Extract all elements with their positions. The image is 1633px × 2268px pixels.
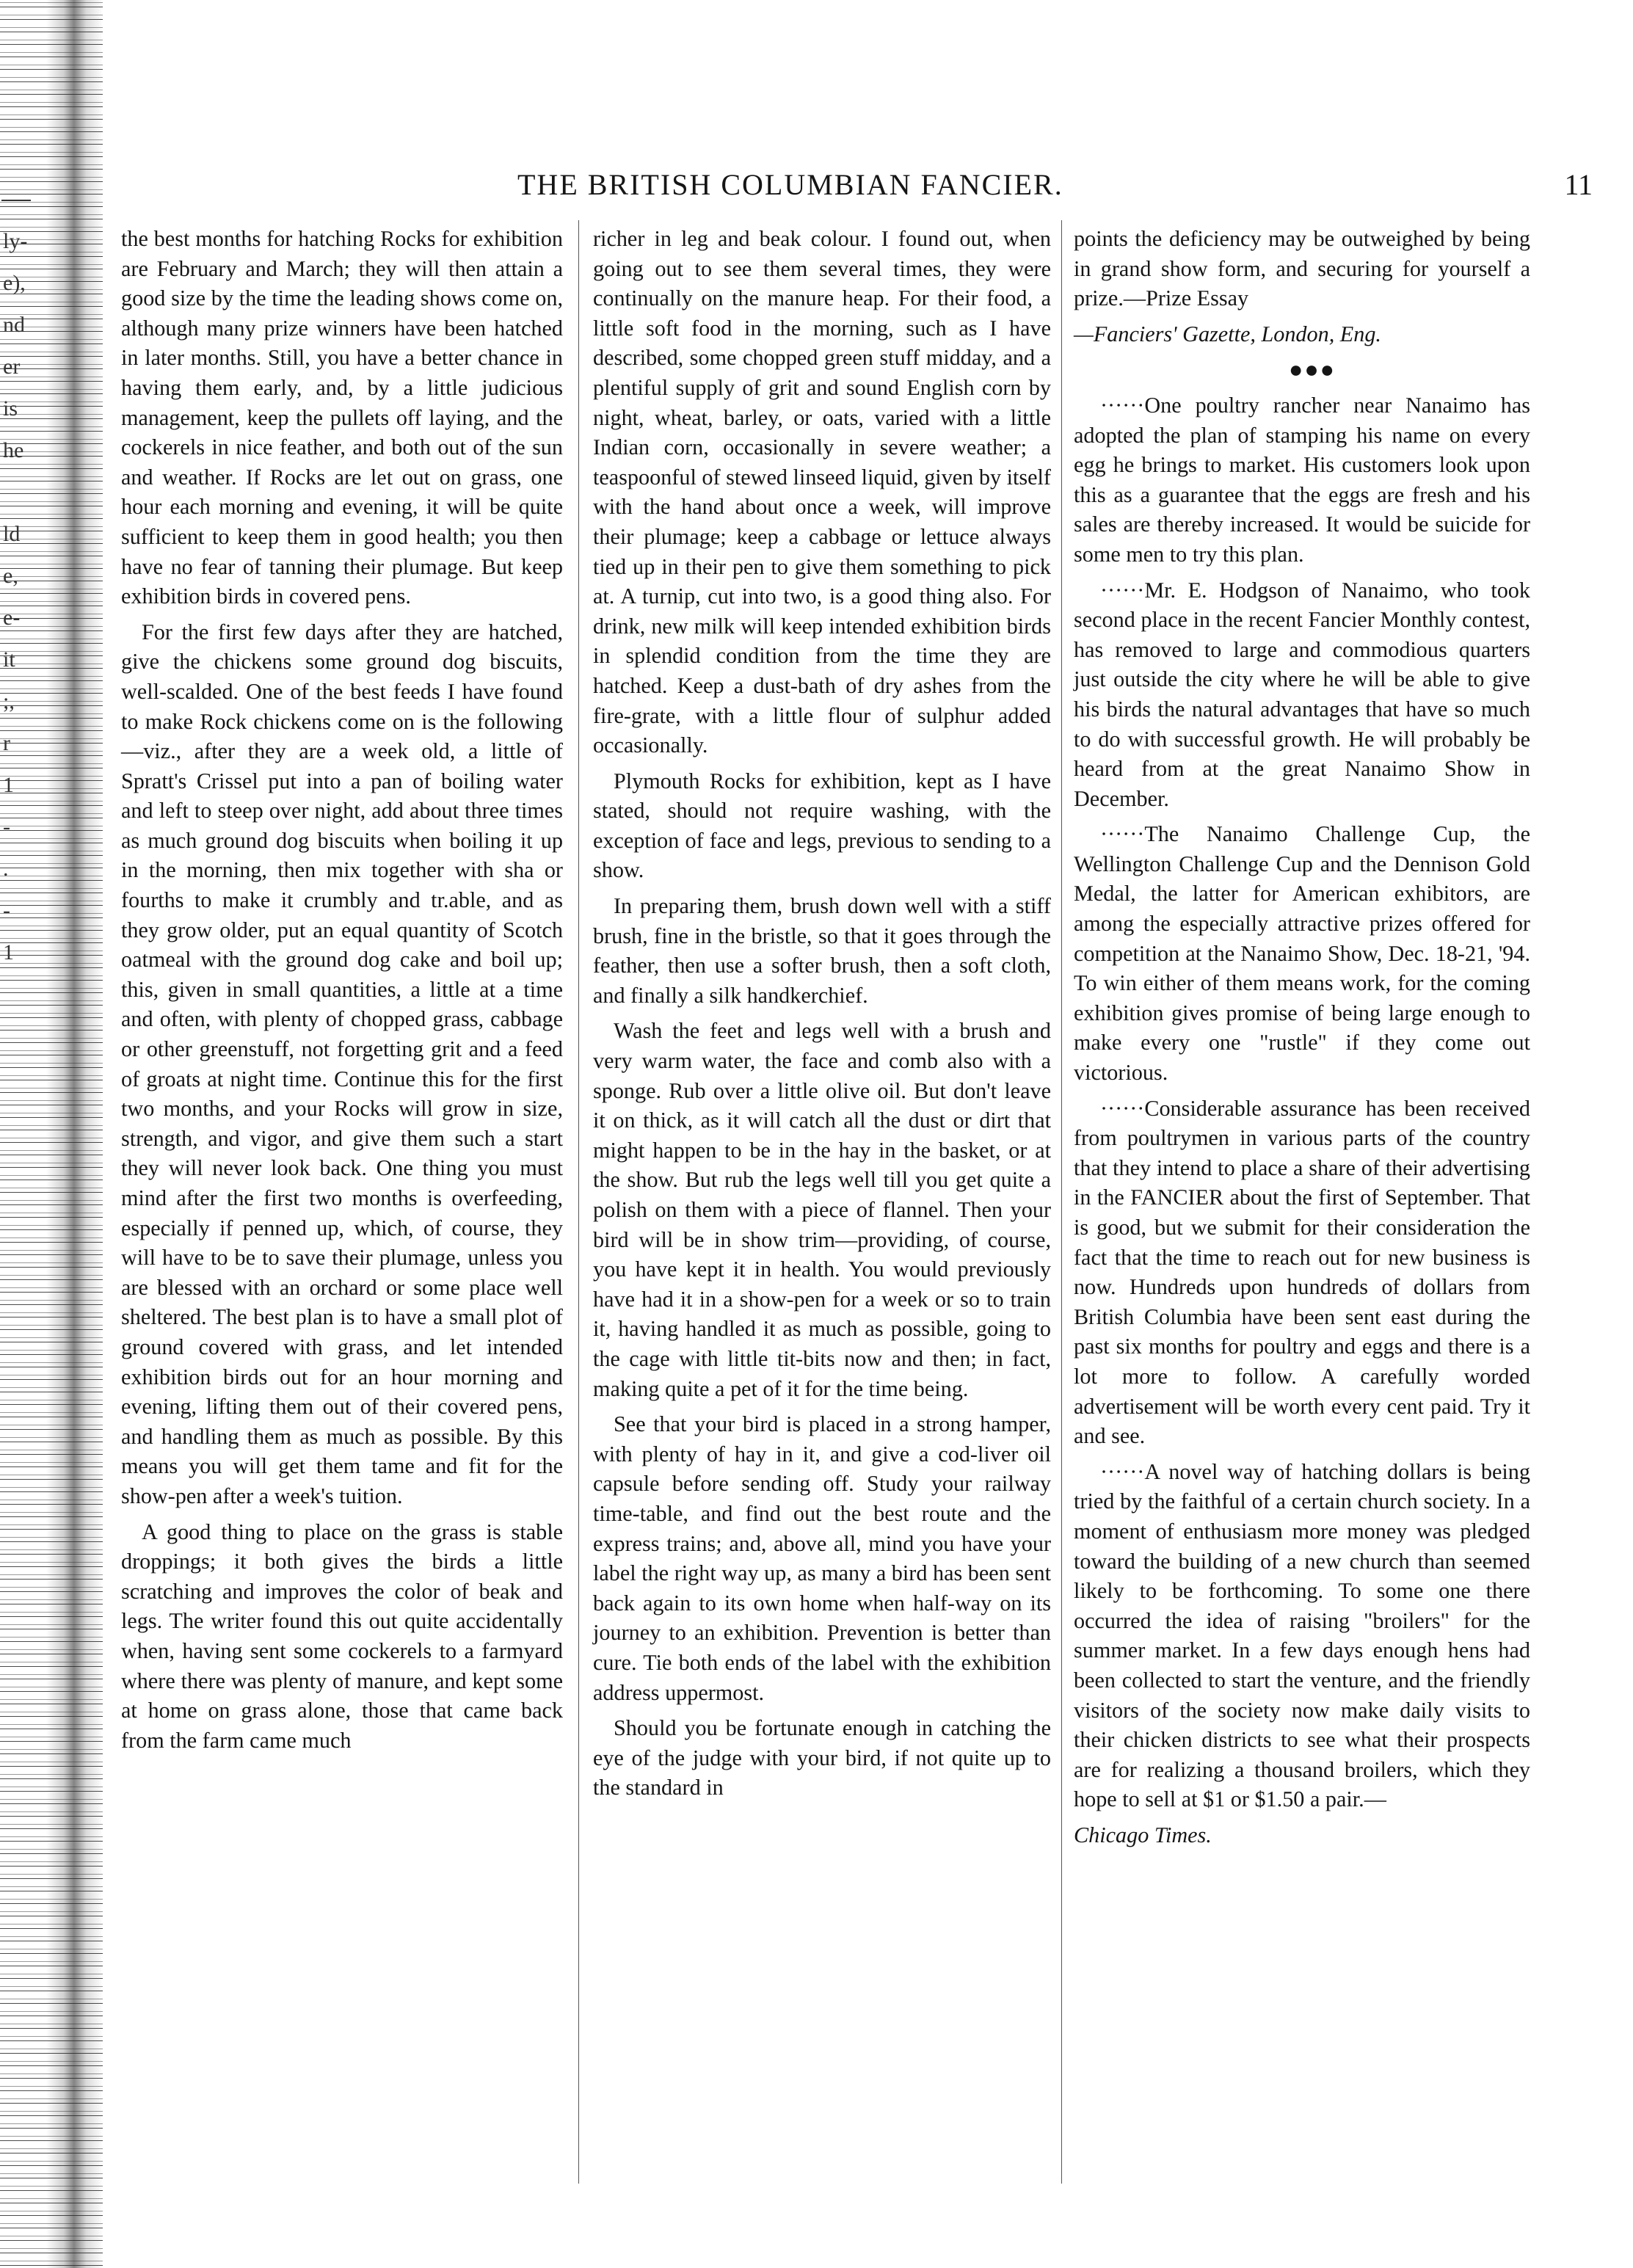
article-paragraph: For the first few days after they are hatched, give the chickens some ground dog biscuits, well-scalded. One of the best feeds I have found to make Rock chickens come on is the following—viz., after they are a week old, a little of Spratt's Crissel put into a pan of boiling water and left to steep over night, add about three times as much ground dog biscuits when boiling it up in the morning, then mix together with sha or fourths to make it crumbly and tr.able, and as they grow older, put an equal quantity of Scotch oatmeal with the ground dog cake and boil up; this, given in small quantities, a little at a time and often, with plenty of chopped grass, cabbage or other greenstuff, not forgetting grit and a feed of groats at night time. Continue this for the first two months, and your Rocks will grow in size, strength, and vigor, and give them such a start they will never look back. One thing you must mind after the first two months is overfeeding, especially if penned up, which, of course, they will have to be to save their plumage, unless you are blessed with an orchard or some place well sheltered. The best plan is to have a small plot of ground covered with grass, and let intended exhibition birds out for an hour morning and evening, lifting them out of their covered pens, and handling them as much as possible. By this means you will get them tame and fit for the show-pen after a week's tuition. [121, 619, 563, 1508]
continued-paragraph: points the deficiency may be outweighed by being in grand show form, and securing for yourself a prize.—Prize Essay [1074, 226, 1530, 311]
edge-fragment: ;, [3, 689, 15, 713]
continued-paragraph: richer in leg and beak colour. I found out, when going out to see them several times, they were continually on the manure heap. For their food, a little soft food in the morning, such as I have described, some chopped green stuff midday, and a plentiful supply of grit and sound English corn by night, wheat, barley, or oats, varied with a little Indian corn, occasionally in severe weather; a teaspoonful of stewed linseed liquid, given by itself with the hand about once a week, will improve their plumage; keep a cabbage or lettuce always tied up in their pen to give them something to pick at. A turnip, cut into two, is a good thing also. For drink, new milk will keep intended exhibition birds in splendid condition from the time they are hatched. Keep a dust-bath of dry ashes from the fire-grate, with a little flour of sulphur added occasionally. [593, 226, 1051, 758]
article-paragraph: In preparing them, brush down well with a stiff brush, fine in the bristle, so that it goes through the feather, then use a softer brush, then a soft cloth, and finally a silk handkerchief. [593, 893, 1051, 1008]
article-column-1 [121, 224, 563, 2257]
edge-fragment: er [3, 355, 21, 379]
page-header [128, 167, 1593, 214]
edge-fragment [3, 471, 29, 513]
news-item: ······Mr. E. Hodgson of Nanaimo, who took second place in the recent Fancier Monthly contest, has removed to large and commodious quarters just outside the city where he will be able to give his birds the natural advantages that have so much to do with successful growth. He will probably be heard from at the great Nanaimo Show in December. [1074, 577, 1530, 811]
edge-fragment: nd [3, 313, 25, 337]
page-number: 11 [1564, 168, 1593, 201]
edge-fragment: ld [3, 522, 21, 546]
article-paragraph: Wash the feet and legs well with a brush and very warm water, the face and comb also with a sponge. Rub over a little olive oil. But don't leave it on thick, as it will catch all the dust or dirt that might happen to be in the hay in the basket, or at the show. But rub the legs well till you get quite a polish on them with a piece of flannel. Then your bird will be in show trim—providing, of course, you have kept it in health. You would previously have had it in a show-pen for a week or so to train it, having handled it as much as possible, going to the cage with little tit-bits now and then; in fact, making quite a pet of it for the time being. [593, 1018, 1051, 1401]
section-ornament: ●●● [1289, 356, 1336, 383]
article-paragraph: Should you be fortunate enough in catching the eye of the judge with your bird, if not quite up to the standard in [593, 1715, 1051, 1800]
column-divider [578, 220, 579, 2184]
edge-fragment: . [3, 857, 9, 881]
edge-fragment: e), [3, 271, 26, 295]
edge-fragment: - [3, 898, 10, 923]
edge-fragment: ly- [3, 229, 28, 253]
edge-fragment: e, [3, 564, 18, 588]
edge-rule [1, 200, 31, 201]
article-column-3 [1074, 224, 1530, 2257]
column-divider [1061, 220, 1062, 2184]
edge-fragment: he [3, 438, 24, 462]
publication-title: THE BRITISH COLUMBIAN FANCIER. [517, 168, 1063, 201]
article-paragraph: See that your bird is placed in a strong hamper, with plenty of hay in it, and give a cod-liver oil capsule before sending off. Study your railway time-table, and find out the best route and the express trains; and, above all, mind you have your label the right way up, as many a bird has been sent back again to its own home when half-way on its journey to an exhibition. Prevention is better than cure. Tie both ends of the label with the exhibition address uppermost. [593, 1411, 1051, 1705]
news-item: ······One poultry rancher near Nanaimo has adopted the plan of stamping his name on every egg he brings to market. His customers look upon this as a guarantee that the eggs are fresh and his sales are thereby increased. It would be suicide for some men to try this plan. [1074, 392, 1530, 567]
source-credit: Chicago Times. [1074, 1822, 1212, 1847]
adjacent-page-fragments [3, 220, 29, 973]
news-item: ······A novel way of hatching dollars is being tried by the faithful of a certain church society. In a moment of enthusiasm more money was pledged toward the building of a new church than seemed likely to be forthcoming. To some one there occurred the idea of raising "broilers" for the summer market. In a few days enough hens had been collected to start the venture, and the friendly visitors of the society now make daily visits to their chicken districts to see what their prospects are for realizing a thousand broilers, which they hope to sell at $1 or $1.50 a pair.— [1074, 1458, 1530, 1812]
article-column-2 [593, 224, 1051, 2257]
edge-fragment: is [3, 396, 18, 421]
edge-fragment: e- [3, 606, 21, 630]
news-item: ······Considerable assurance has been received from poultrymen in various parts of the country that they intend to place a share of their advertising in the FANCIER about the first of September. That is good, but we submit for their consideration the fact that the time to reach out for new business is now. Hundreds upon hundreds of dollars from British Columbia have been sent east during the past six months for poultry and eggs and there is a lot more to follow. A carefully worded advertisement will be worth every cent paid. Try it and see. [1074, 1095, 1530, 1449]
news-item: ······The Nanaimo Challenge Cup, the Wellington Challenge Cup and the Dennison Gold Medal, the latter for American exhibitors, are among the especially attractive prizes offered for competition at the Nanaimo Show, Dec. 18-21, '94. To win either of them means work, for the coming exhibition gives promise of being large enough to make every one "rustle" if they come out victorious. [1074, 821, 1530, 1086]
edge-fragment: 1 [3, 940, 14, 964]
edge-fragment: 1 [3, 773, 14, 797]
edge-fragment: - [3, 815, 10, 839]
edge-fragment: r [3, 731, 10, 755]
article-paragraph: A good thing to place on the grass is stable droppings; it both gives the birds a little scratching and improves the color of beak and legs. The writer found this out quite accidentally when, having sent some cockerels to a farmyard where there was plenty of manure, and kept some at home on grass alone, those that came back from the farm came much [121, 1519, 563, 1753]
continued-paragraph: the best months for hatching Rocks for exhibition are February and March; they will then attain a good size by the time the leading shows come on, although many prize winners have been hatched in later months. Still, you have a better chance in having them early, and, by a little judicious management, keep the pullets off laying, and the cockerels in nice feather, and both out of the sun and weather. If Rocks are let out on grass, one hour each morning and evening, it will be quite sufficient to keep them in good health; you then have no fear of tanning their plumage. But keep exhibition birds in covered pens. [121, 226, 563, 609]
source-credit: —Fanciers' Gazette, London, Eng. [1074, 321, 1381, 346]
edge-fragment: it [3, 647, 15, 672]
article-paragraph: Plymouth Rocks for exhibition, kept as I have stated, should not require washing, with the exception of face and legs, previous to sending to a show. [593, 768, 1051, 883]
